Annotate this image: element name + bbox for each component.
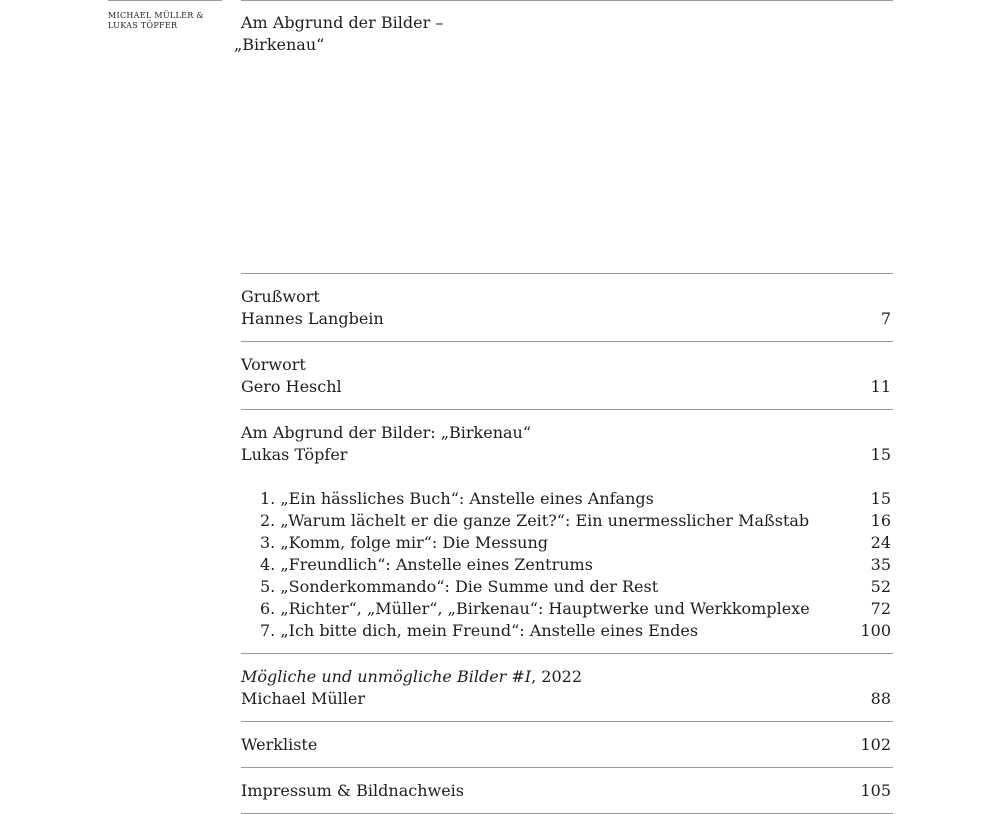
toc-heading-italic: Mögliche und unmögliche Bilder #I — [241, 667, 532, 686]
top-divider — [241, 0, 893, 1]
chapter-page: 52 — [870, 577, 891, 596]
title-line-2: „Birkenau“ — [234, 35, 325, 54]
toc-section-impressum — [241, 767, 893, 814]
chapter-title: 4. „Freundlich“: Anstelle eines Zentrums — [260, 555, 593, 574]
table-of-contents — [241, 273, 893, 814]
sidebar-authors: MICHAEL MÜLLER & LUKAS TÖPFER — [108, 11, 204, 30]
toc-author: Gero Heschl — [241, 377, 342, 396]
chapter-item — [260, 510, 893, 532]
chapter-page: 35 — [870, 555, 891, 574]
toc-section-images — [241, 653, 893, 721]
chapter-title: 7. „Ich bitte dich, mein Freund“: Anstelle eines Endes — [260, 621, 699, 640]
toc-heading: Am Abgrund der Bilder: „Birkenau“ — [241, 423, 532, 442]
toc-heading: Vorwort — [241, 355, 306, 374]
toc-page-number: 11 — [870, 377, 891, 396]
toc-page-number: 88 — [870, 689, 891, 708]
chapter-item — [260, 576, 893, 598]
chapter-title: 2. „Warum lächelt er die ganze Zeit?“: Ein unermesslicher Maßstab — [260, 511, 810, 530]
title-line-1: Am Abgrund der Bilder – — [241, 13, 444, 32]
chapter-item — [260, 532, 893, 554]
chapter-page: 72 — [870, 599, 891, 618]
chapter-title: 3. „Komm, folge mir“: Die Messung — [260, 533, 548, 552]
toc-entry-row — [241, 734, 893, 756]
toc-page-number: 15 — [870, 445, 891, 464]
chapter-title: 5. „Sonderkommando“: Die Summe und der Rest — [260, 577, 659, 596]
toc-author-row — [241, 308, 893, 330]
chapter-page: 15 — [870, 489, 891, 508]
toc-section-grusswort — [241, 273, 893, 341]
toc-heading: Werkliste — [241, 735, 318, 754]
toc-heading-rest: , 2022 — [531, 667, 583, 686]
chapter-page: 16 — [870, 511, 891, 530]
toc-section-vorwort — [241, 341, 893, 409]
toc-heading: Impressum & Bildnachweis — [241, 781, 464, 800]
chapter-list — [241, 488, 893, 642]
chapter-item — [260, 554, 893, 576]
toc-author: Hannes Langbein — [241, 309, 384, 328]
chapter-item — [260, 620, 893, 642]
toc-section-werkliste — [241, 721, 893, 767]
page-title — [234, 12, 444, 56]
chapter-title: 6. „Richter“, „Müller“, „Birkenau“: Hauptwerke und Werkkomplexe — [260, 599, 810, 618]
toc-page-number: 7 — [880, 309, 891, 328]
toc-page-number: 105 — [860, 781, 891, 800]
toc-entry-row — [241, 780, 893, 802]
toc-heading — [241, 666, 893, 688]
toc-author: Michael Müller — [241, 689, 366, 708]
toc-page-number: 102 — [860, 735, 891, 754]
chapter-page: 24 — [870, 533, 891, 552]
chapter-page: 100 — [860, 621, 891, 640]
toc-author-row — [241, 376, 893, 398]
chapter-title: 1. „Ein hässliches Buch“: Anstelle eines Anfangs — [260, 489, 654, 508]
chapter-item — [260, 598, 893, 620]
toc-section-main-essay — [241, 409, 893, 653]
toc-author-row — [241, 688, 893, 710]
toc-author: Lukas Töpfer — [241, 445, 348, 464]
chapter-item — [260, 488, 893, 510]
sidebar — [108, 0, 222, 31]
toc-author-row — [241, 444, 893, 466]
toc-heading: Grußwort — [241, 287, 320, 306]
